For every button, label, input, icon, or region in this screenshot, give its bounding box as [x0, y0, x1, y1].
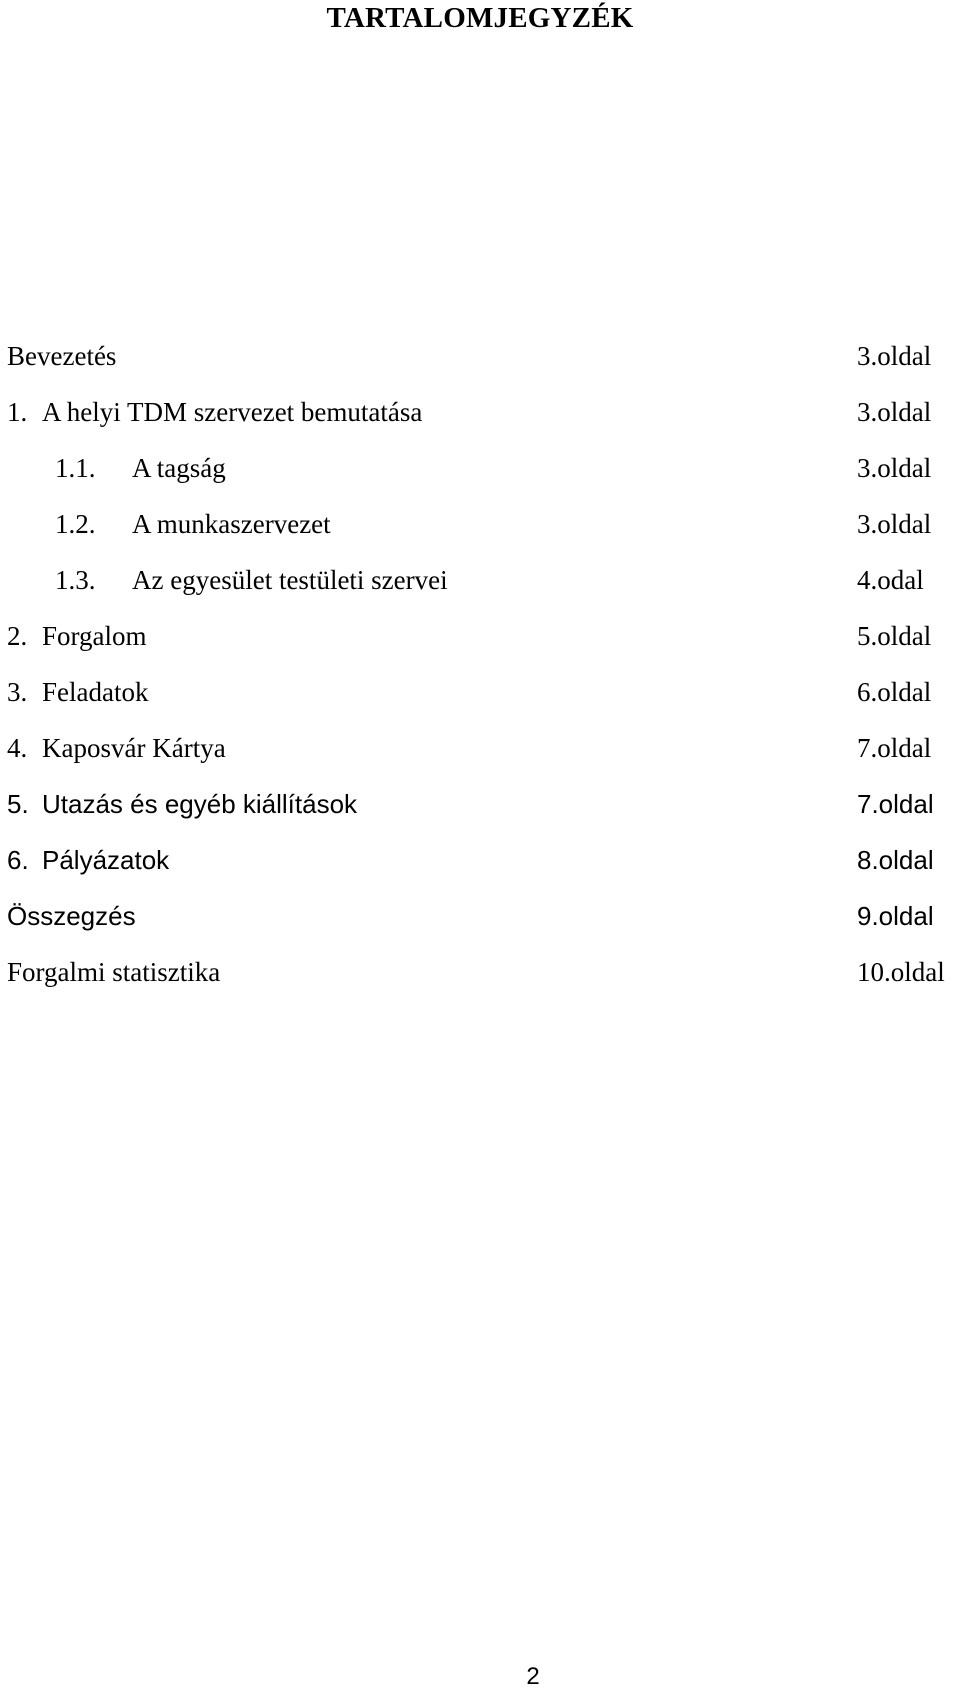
- toc-entry-text: Bevezetés: [7, 341, 117, 371]
- toc-entry-5[interactable]: [0, 784, 960, 840]
- toc-entry-number: 5.: [7, 789, 29, 819]
- toc-entry-number: 4.: [7, 733, 28, 763]
- toc-entry-page: 7.oldal: [857, 733, 932, 763]
- toc-entry-page: 5.oldal: [857, 621, 932, 651]
- toc-entry-page: 4.odal: [857, 565, 924, 595]
- toc-entry-page: 7.oldal: [857, 789, 934, 819]
- toc-entry-page: 10.oldal: [857, 957, 945, 987]
- toc-entry-number: 1.3.: [55, 565, 96, 595]
- toc-entry-text: Forgalmi statisztika: [7, 957, 221, 987]
- toc-entry-1-3[interactable]: [0, 560, 960, 616]
- toc-entry-text: A tagság: [132, 453, 226, 483]
- toc-entry-text: Utazás és egyéb kiállítások: [42, 789, 358, 819]
- toc-entry-number: 1.2.: [55, 509, 96, 539]
- page-number: 2: [526, 1663, 540, 1690]
- toc-entry-page: 3.oldal: [857, 453, 932, 483]
- toc-entry-1[interactable]: [0, 392, 960, 448]
- toc-entry-4[interactable]: [0, 728, 960, 784]
- toc-entry-text: Az egyesület testületi szervei: [132, 565, 448, 595]
- toc-entry-text: Forgalom: [42, 621, 147, 651]
- toc-entry-text: A munkaszervezet: [132, 509, 331, 539]
- toc-entry-page: 9.oldal: [857, 901, 934, 931]
- toc-entry-text: Összegzés: [7, 901, 136, 931]
- toc-entry-bevezetes[interactable]: [0, 336, 960, 392]
- toc-entry-2[interactable]: [0, 616, 960, 672]
- toc-entry-1-1[interactable]: [0, 448, 960, 504]
- toc-entry-page: 3.oldal: [857, 341, 932, 371]
- toc-entry-number: 1.: [7, 397, 28, 427]
- toc-entry-text: A helyi TDM szervezet bemutatása: [42, 397, 423, 427]
- toc-entry-number: 6.: [7, 845, 29, 875]
- toc-entry-number: 1.1.: [55, 453, 96, 483]
- toc-entry-page: 8.oldal: [857, 845, 934, 875]
- toc-entry-osszegzes[interactable]: [0, 896, 960, 952]
- toc-entry-1-2[interactable]: [0, 504, 960, 560]
- toc-entry-page: 3.oldal: [857, 397, 932, 427]
- toc-entry-text: Pályázatok: [42, 845, 170, 875]
- toc-entry-page: 3.oldal: [857, 509, 932, 539]
- table-of-contents: [0, 336, 960, 1008]
- toc-entry-6[interactable]: [0, 840, 960, 896]
- toc-entry-3[interactable]: [0, 672, 960, 728]
- toc-entry-text: Feladatok: [42, 677, 149, 707]
- toc-entry-forgalmi-statisztika[interactable]: [0, 952, 960, 1008]
- page-title: TARTALOMJEGYZÉK: [326, 2, 634, 34]
- toc-entry-text: Kaposvár Kártya: [42, 733, 226, 763]
- toc-entry-number: 3.: [7, 677, 28, 707]
- toc-entry-page: 6.oldal: [857, 677, 932, 707]
- toc-entry-number: 2.: [7, 621, 28, 651]
